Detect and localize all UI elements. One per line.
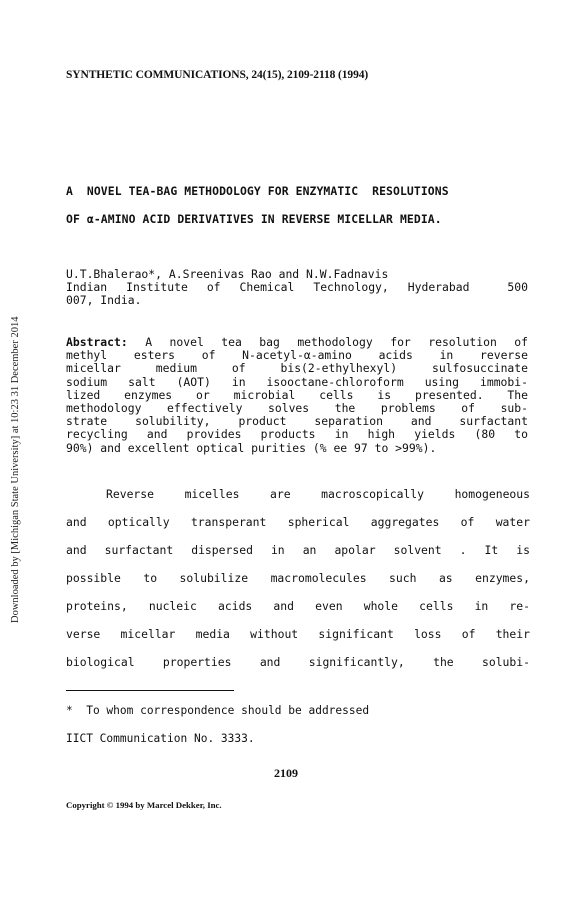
abstract-line: lized enzymes or microbial cells is presented. The [66,387,528,402]
footnote-divider [66,690,234,691]
article-title-line-1: A NOVEL TEA-BAG METHODOLOGY FOR ENZYMATIC RESOLUTIONS [66,184,449,198]
body-line: biological properties and significantly, the solubi- [66,655,530,669]
abstract-line: 90%) and excellent optical purities (% ee 97 to >99%). [66,440,437,455]
abstract-first-text: A novel tea bag methodology for resolution of [127,335,528,349]
abstract-line: sodium salt (AOT) in isooctane-chloroform using immobi- [66,374,528,389]
footnote-communication: IICT Communication No. 3333. [66,732,255,745]
article-title-line-2: OF α-AMINO ACID DERIVATIVES IN REVERSE MICELLAR MEDIA. [66,212,442,226]
affiliation-line-2: 007, India. [66,293,142,308]
author-block [66,268,528,308]
body-line: and optically transperant spherical aggregates of water [66,515,530,529]
abstract-line: strate solubility, product separation and surfactant [66,414,528,429]
footnote-correspondence: * To whom correspondence should be addressed [66,704,370,717]
body-line: and surfactant dispersed in an apolar solvent . It is [66,543,530,557]
body-line: Reverse micelles are macroscopically homogeneous [106,487,530,501]
abstract-block [66,336,528,455]
download-watermark: Downloaded by [Michigan State University] at 10:23 31 December 2014 [10,316,21,623]
page-number: 2109 [274,766,298,780]
abstract-line: micellar medium of bis(2-ethylhexyl) sulfosuccinate [66,361,528,376]
body-line: possible to solubilize macromolecules such as enzymes, [66,571,530,585]
abstract-line: methodology effectively solves the problems of sub- [66,401,528,416]
abstract-line: recycling and provides products in high yields (80 to [66,427,528,442]
affiliation-line-1: Indian Institute of Chemical Technology, Hyderabad 500 [66,280,528,295]
journal-citation: SYNTHETIC COMMUNICATIONS, 24(15), 2109-2118 (1994) [66,69,369,81]
copyright-notice: Copyright © 1994 by Marcel Dekker, Inc. [66,800,222,810]
body-line: proteins, nucleic acids and even whole cells in re- [66,599,530,613]
authors-line: U.T.Bhalerao*, A.Sreenivas Rao and N.W.Fadnavis [66,267,389,281]
abstract-label: Abstract: [66,335,128,349]
body-line: verse micellar media without significant loss of their [66,627,530,641]
abstract-line: methyl esters of N-acetyl-α-amino acids in reverse [66,348,528,363]
